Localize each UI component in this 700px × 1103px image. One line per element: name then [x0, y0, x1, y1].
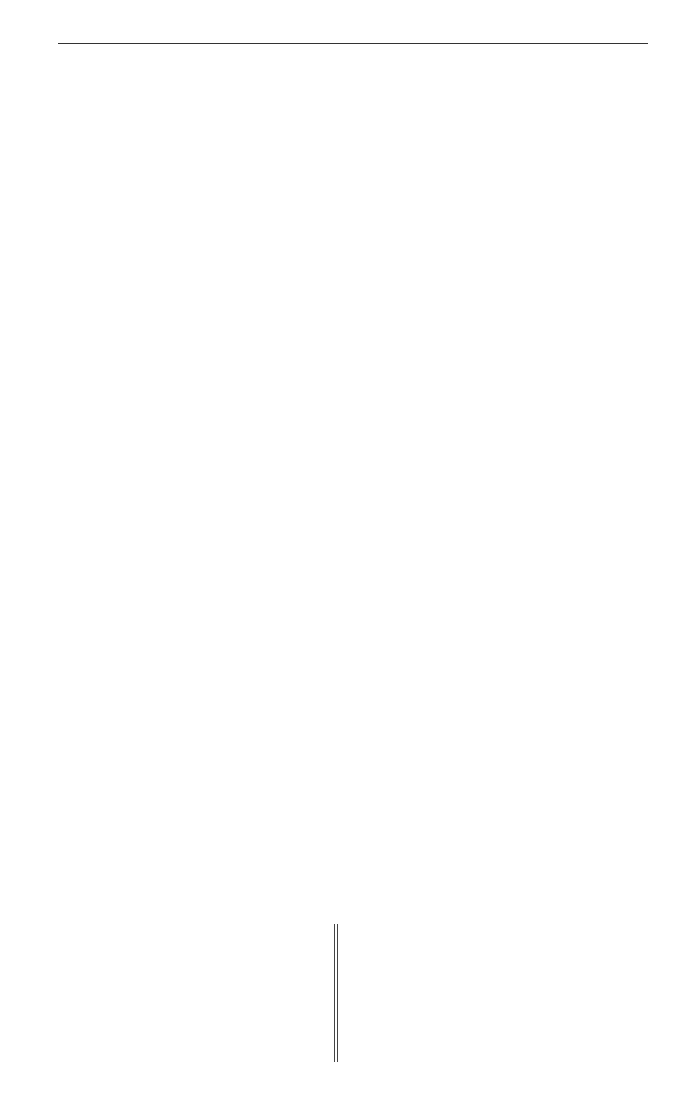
- column-divider: [334, 924, 335, 1062]
- passivo-total-row: [345, 928, 647, 950]
- attivo-total-row: [2, 928, 332, 950]
- column-divider-double: [337, 924, 338, 1062]
- header-rule: [58, 43, 648, 44]
- passivo-column: [345, 906, 647, 950]
- running-header: [58, 12, 648, 36]
- passivo-heading: [345, 906, 647, 924]
- attivo-heading: [2, 906, 332, 924]
- budget-table: [0, 906, 700, 1066]
- attivo-column: [2, 906, 332, 950]
